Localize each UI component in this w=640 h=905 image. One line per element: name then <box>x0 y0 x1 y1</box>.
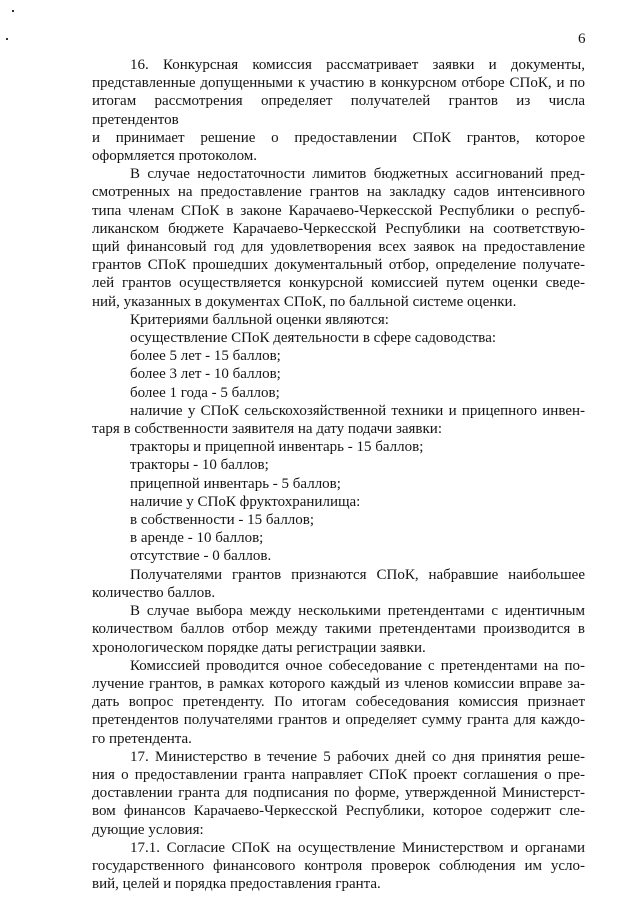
text-line: прицепной инвентарь - 5 баллов; <box>130 475 341 492</box>
text-line: смотренных на предоставление грантов на закладку садов интенсивного <box>92 184 585 201</box>
text-line: тракторы - 10 баллов; <box>130 457 269 474</box>
text-line: лей грантов осуществляется конкурсной комиссией путем оценки сведе- <box>92 275 585 292</box>
text-line: осуществление СПоК деятельности в сфере садоводства: <box>130 330 497 347</box>
text-line: государственного финансового контроля проверок соблюдения им усло- <box>92 857 585 874</box>
text-line: дать вопрос претенденту. По итогам собеседования комиссия признает <box>92 694 585 711</box>
text-line: Комиссией проводится очное собеседование с претендентами на по- <box>130 657 585 674</box>
text-line: наличие у СПоК сельскохозяйственной техники и прицепного инвен- <box>130 402 585 419</box>
text-line: ния о предоставлении гранта направляет СПоК проект соглашения о пре- <box>92 766 585 783</box>
text-line: тракторы и прицепной инвентарь - 15 баллов; <box>130 439 424 456</box>
scan-speck <box>12 10 14 12</box>
text-line: в аренде - 10 баллов; <box>130 530 264 547</box>
text-line: ний, указанных в документах СПоК, по балльной системе оценки. <box>92 293 517 310</box>
text-line: дующие условия: <box>92 821 204 838</box>
page-number: 6 <box>578 31 586 47</box>
text-line: лучение грантов, в рамках которого каждый из членов комиссии вправе за- <box>92 675 585 692</box>
text-line: претендентов получателями грантов и определяет сумму гранта для каждо- <box>92 712 585 729</box>
document-body <box>92 56 585 893</box>
text-line: 17.1. Согласие СПоК на осуществление Министерством и органами <box>130 839 585 856</box>
text-line: таря в собственности заявителя на дату подачи заявки: <box>92 421 442 438</box>
text-line: В случае выбора между несколькими претендентами с идентичным <box>130 603 585 620</box>
text-line: более 3 лет - 10 баллов; <box>130 366 281 383</box>
scan-speck <box>6 38 8 40</box>
text-line: 17. Министерство в течение 5 рабочих дней со дня принятия реше- <box>130 748 585 765</box>
text-line: Получателями грантов признаются СПоК, набравшие наибольшее <box>130 566 585 583</box>
text-line: в собственности - 15 баллов; <box>130 512 315 529</box>
text-line: доставлении гранта для подписания по форме, утвержденной Министерст- <box>92 785 585 802</box>
text-line: Критериями балльной оценки являются: <box>130 311 389 328</box>
text-line: более 5 лет - 15 баллов; <box>130 348 281 365</box>
text-line: оформляется протоколом. <box>92 148 258 165</box>
text-line: 16. Конкурсная комиссия рассматривает заявки и документы, <box>130 57 585 73</box>
text-line: грантов СПоК прошедших документальный отбор, определение получате- <box>92 257 585 274</box>
text-line: количеством баллов отбор между такими претендентами производится в <box>92 621 585 638</box>
text-line: наличие у СПоК фруктохранилища: <box>130 493 361 510</box>
text-line: более 1 года - 5 баллов; <box>130 384 280 401</box>
text-line: хронологическом порядке даты регистрации заявки. <box>92 639 426 656</box>
text-line: типа членам СПоК в законе Карачаево-Черкесской Республики о респуб- <box>92 202 585 219</box>
text-line: представленные допущенными к участию в конкурсном отборе СПоК, и по <box>92 75 585 92</box>
text-line: итогам рассмотрения определяет получателей грантов из числа претендентов <box>92 93 585 128</box>
text-line: количество баллов. <box>92 584 216 601</box>
text-line: и принимает решение о предоставлении СПоК грантов, которое <box>92 129 585 146</box>
text-line: вий, целей и порядка предоставления гранта. <box>92 876 381 893</box>
text-line: отсутствие - 0 баллов. <box>130 548 272 565</box>
text-line: го претендента. <box>92 730 192 747</box>
text-line: вом финансов Карачаево-Черкесской Республики, которое содержит сле- <box>92 803 585 820</box>
text-line: В случае недостаточности лимитов бюджетных ассигнований пред- <box>130 166 585 183</box>
text-line: щий финансовый год для удовлетворения всех заявок на предоставление <box>92 239 585 256</box>
text-line: ликанском бюджете Карачаево-Черкесской Республики на соответствую- <box>92 220 585 237</box>
